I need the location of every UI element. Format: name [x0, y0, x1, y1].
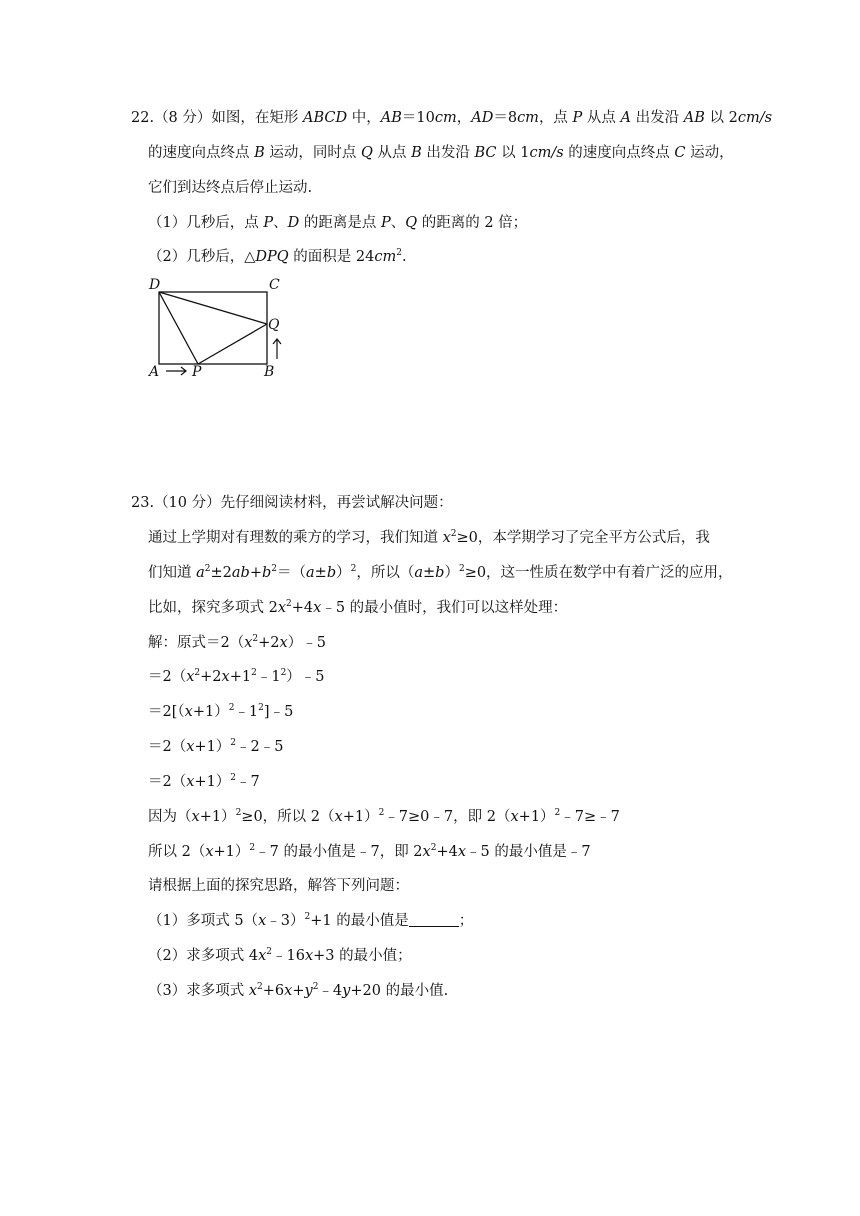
superscript: 2	[194, 668, 201, 678]
var: x	[334, 809, 343, 825]
text: ﹣5 的最小值时，我们可以这样处理：	[321, 600, 568, 616]
label-q: Q	[268, 317, 280, 333]
var: x	[304, 948, 314, 964]
var: x	[258, 948, 267, 964]
text: ﹣1	[256, 669, 281, 685]
var: A	[620, 110, 632, 126]
text: （1）多项式 5（	[148, 913, 259, 929]
superscript: 2	[312, 982, 319, 992]
text: ±	[314, 565, 327, 581]
text: +4	[291, 600, 314, 616]
var: Q	[405, 215, 418, 231]
var: x	[186, 669, 195, 685]
text: ≥0，所以 2（	[241, 809, 335, 825]
q23-part-1	[148, 911, 473, 931]
text: 中，	[347, 110, 381, 126]
text: 从点	[372, 145, 412, 161]
var: B	[411, 145, 422, 161]
var: b	[326, 565, 337, 581]
text: ﹣1	[234, 704, 259, 720]
text: ﹣7	[236, 774, 260, 790]
q22-part-1	[148, 213, 527, 233]
superscript: 2	[271, 564, 277, 574]
q22-line-1	[131, 108, 772, 128]
answer-blank[interactable]	[409, 912, 459, 927]
q23-solution-4	[148, 737, 283, 757]
var: x	[244, 635, 253, 651]
text: +1）	[342, 809, 379, 825]
var: x	[205, 844, 214, 860]
segment-dq	[159, 292, 267, 324]
text: 的距离的 2 倍；	[417, 215, 528, 231]
q23-ask: 请根据上面的探究思路，解答下列问题：	[148, 878, 409, 894]
var: x	[457, 844, 467, 860]
text: 通过上学期对有理数的乘方的学习，我们知道	[148, 530, 443, 546]
text: +20 的最小值.	[350, 983, 449, 999]
var: x	[186, 774, 195, 790]
q23-solution-3	[148, 702, 293, 722]
q23-part-2	[148, 946, 412, 966]
text: ，	[456, 110, 472, 126]
text: 从点	[582, 110, 621, 126]
var: b	[261, 565, 272, 581]
text: +4	[436, 844, 458, 860]
text: +1）	[194, 774, 231, 790]
q22-part-2	[148, 247, 407, 267]
segment-dp	[159, 292, 198, 364]
var: x	[221, 669, 230, 685]
text: +1）	[213, 844, 250, 860]
var: Q	[360, 145, 373, 161]
text: 们知道	[148, 565, 197, 581]
unit: cm	[434, 110, 457, 126]
text: ）	[336, 565, 351, 581]
q23-material-1	[148, 528, 710, 548]
text: 所以 2（	[148, 844, 206, 860]
superscript: 2	[554, 808, 561, 818]
text: ﹣3）	[266, 913, 305, 929]
text: 的速度向点终点	[148, 145, 255, 161]
label-d: D	[149, 277, 161, 293]
var: ABCD	[303, 110, 348, 126]
text: ±2	[210, 565, 232, 581]
text: +1 的最小值是	[310, 913, 409, 929]
var: x	[277, 600, 287, 616]
superscript: 2	[249, 843, 256, 853]
text: +2	[258, 635, 280, 651]
text: （2）几秒后，△	[148, 249, 256, 265]
text: 如图，在矩形	[211, 110, 304, 126]
var: x	[258, 913, 267, 929]
text: 出发沿	[631, 110, 684, 126]
superscript: 2	[378, 808, 385, 818]
text: +1）	[192, 704, 229, 720]
text: ﹣4	[318, 983, 343, 999]
superscript: 2	[304, 912, 311, 922]
segment-pq	[198, 324, 267, 364]
superscript: 2	[258, 703, 264, 713]
var: x	[186, 739, 195, 755]
var: x	[279, 635, 288, 651]
text: +2	[200, 669, 222, 685]
q23-line-1	[131, 493, 453, 513]
unit: cm/s	[529, 145, 564, 161]
text: ，点	[538, 110, 573, 126]
text: +	[292, 983, 305, 999]
text: ）﹣5	[287, 635, 326, 651]
text: ）﹣5	[286, 669, 325, 685]
var: DPQ	[255, 249, 289, 265]
var: BC	[474, 145, 497, 161]
text: 运动，同时点	[264, 145, 361, 161]
var: x	[248, 983, 258, 999]
superscript: 2	[230, 738, 237, 748]
label-c: C	[269, 277, 280, 293]
superscript: 2	[230, 773, 237, 783]
superscript: 2	[266, 947, 272, 957]
text: 先仔细阅读材料，再尝试解决问题：	[220, 495, 453, 511]
rectangle-abcd	[159, 292, 267, 364]
var: D	[287, 215, 300, 231]
text: ﹣7≥﹣7	[560, 809, 620, 825]
text: （1）几秒后，点	[148, 215, 264, 231]
q23-number: 23.	[131, 495, 155, 511]
text: +1	[229, 669, 252, 685]
var: b	[435, 565, 445, 581]
text: 因为（	[148, 809, 192, 825]
text: ﹣2﹣5	[236, 739, 284, 755]
text: ＝2（	[148, 774, 187, 790]
rectangle-figure	[140, 270, 300, 390]
text: +	[249, 565, 262, 581]
text: 比如，探究多项式 2	[148, 600, 278, 616]
text: 以 2	[704, 110, 738, 126]
superscript: 2	[458, 564, 465, 574]
q22-score: （8 分）	[154, 110, 212, 126]
q23-material-2	[148, 563, 733, 583]
var: P	[380, 215, 391, 231]
var: P	[263, 215, 274, 231]
text: ﹣7 的最小值是﹣7，即 2	[255, 844, 423, 860]
q23-because	[148, 807, 620, 827]
text: ，所以（	[356, 565, 415, 581]
text: ﹣7≥0﹣7，即 2（	[384, 809, 511, 825]
label-a: A	[149, 364, 160, 380]
var: a	[414, 565, 423, 581]
q23-conclusion	[148, 842, 591, 862]
superscript: 2	[350, 564, 357, 574]
var: x	[510, 809, 519, 825]
q23-part-3	[148, 981, 448, 1001]
text: +3 的最小值；	[313, 948, 412, 964]
text: ＝2[（	[148, 704, 185, 720]
var: ab	[231, 565, 250, 581]
text: ]﹣5	[263, 704, 294, 720]
q23-solution-2	[148, 667, 325, 687]
text: ±	[423, 565, 436, 581]
text: ≥0，这一性质在数学中有着广泛的应用，	[464, 565, 733, 581]
var: AB	[683, 110, 705, 126]
superscript: 2	[280, 668, 287, 678]
var: x	[191, 809, 200, 825]
superscript: 2	[228, 703, 235, 713]
text: ＝（	[277, 565, 306, 581]
text: ﹣16	[271, 948, 305, 964]
text: 运动，	[685, 145, 734, 161]
superscript: 2	[204, 564, 211, 574]
text: ）	[444, 565, 459, 581]
text: +1）	[518, 809, 555, 825]
superscript: 2	[251, 668, 257, 678]
q23-solution-5	[148, 772, 260, 792]
text: 以 1	[496, 145, 530, 161]
text: ﹣5 的最小值是﹣7	[466, 844, 591, 860]
label-p: P	[192, 364, 202, 380]
var: AD	[471, 110, 494, 126]
q22-line-3: 它们到达终点后停止运动.	[148, 180, 313, 196]
superscript: 2	[257, 982, 263, 992]
text: +1）	[199, 809, 236, 825]
text: 的距离是点	[299, 215, 381, 231]
superscript: 2	[396, 248, 402, 258]
text: （2）求多项式 4	[148, 948, 259, 964]
q23-score: （10 分）	[154, 495, 221, 511]
text: 的速度向点终点	[563, 145, 675, 161]
var: x	[422, 844, 431, 860]
var: C	[674, 145, 686, 161]
var: y	[304, 983, 313, 999]
var: P	[572, 110, 583, 126]
unit: cm	[374, 249, 397, 265]
text: +1）	[194, 739, 231, 755]
text: +6	[262, 983, 285, 999]
text: 、	[390, 215, 406, 231]
q23-material-3	[148, 598, 567, 618]
var: y	[342, 983, 351, 999]
text: ≥0，本学期学习了完全平方公式后，我	[456, 530, 710, 546]
q23-solution-1	[148, 633, 326, 653]
label-b: B	[264, 364, 275, 380]
text: ＝8	[493, 110, 518, 126]
var: x	[184, 704, 193, 720]
unit: cm/s	[737, 110, 773, 126]
superscript: 2	[286, 599, 292, 609]
text: ；	[458, 913, 474, 929]
text: ＝10	[401, 110, 435, 126]
text: 的面积是 24	[288, 249, 375, 265]
superscript: 2	[430, 843, 437, 853]
text: （3）求多项式	[148, 983, 249, 999]
text: 解：原式＝2（	[148, 635, 245, 651]
var: B	[254, 145, 265, 161]
superscript: 2	[450, 529, 457, 539]
text: .	[401, 249, 407, 265]
var: x	[442, 530, 451, 546]
unit: cm	[517, 110, 539, 126]
superscript: 2	[235, 808, 242, 818]
q22-line-2	[148, 143, 734, 163]
text: 、	[273, 215, 288, 231]
text: 出发沿	[421, 145, 475, 161]
var: AB	[380, 110, 402, 126]
var: a	[196, 565, 205, 581]
text: ＝2（	[148, 669, 187, 685]
q22-number: 22.	[131, 110, 155, 126]
var: x	[284, 983, 293, 999]
var: x	[313, 600, 322, 616]
var: a	[306, 565, 315, 581]
text: ＝2（	[148, 739, 187, 755]
superscript: 2	[252, 634, 259, 644]
